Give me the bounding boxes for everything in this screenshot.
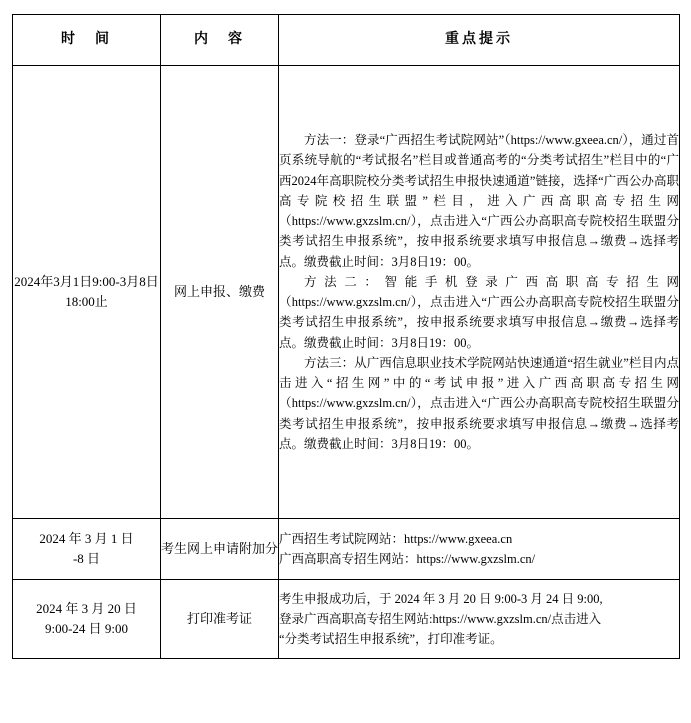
cell-time-print-ticket (13, 580, 161, 659)
table-header-row (13, 15, 680, 66)
cell-time-print-ticket-line1: 2024 年 3 月 20 日 (36, 600, 137, 616)
cell-time-print-ticket-line2: 9:00-24 日 9:00 (44, 621, 129, 636)
notes-line-gxzslm-site: 广西高职高专招生网站：https://www.gxzslm.cn/ (279, 552, 536, 566)
table-body (13, 66, 680, 659)
cell-time-apply: 2024年3月1日9:00-3月8日18:00止 (13, 66, 161, 519)
cell-content-apply: 网上申报、缴费 (161, 66, 279, 519)
column-header-time (13, 15, 161, 66)
cell-notes-apply (279, 66, 680, 519)
cell-time-extra-points (13, 519, 161, 580)
notes-paragraph-method-two: 方法二：智能手机登录广西高职高专招生网（https://www.gxzslm.cn/），点击进入“广西公办高职高专院校招生联盟分类考试招生申报系统”，按申报系统要求填写申报信息→缴费→选择考点。缴费截止时间：3月8日19：00。 (279, 274, 679, 350)
table-row (13, 580, 680, 659)
column-header-notes-label: 重点提示 (445, 31, 513, 47)
table-header (13, 15, 680, 66)
column-header-time-label: 时 间 (61, 31, 112, 47)
cell-notes-extra-points (279, 519, 680, 580)
cell-content-extra-points: 考生网上申请附加分 (161, 519, 279, 580)
table-row (13, 519, 680, 580)
notes-paragraph-method-one: 方法一：登录“广西招生考试院网站”（https://www.gxeea.cn/），通过首页系统导航的“考试报名”栏目或普通高考的“分类考试招生”栏目中的“广西2024年高职院校分类考试招生申报快速通道”链接，选择“广西公办高职高专院校招生联盟”栏目，进入广西高职高专招生网（https://www.gxzslm.cn/），点击进入“广西公办高职高专院校招生联盟分类考试招生申报系统”，按申报系统要求填写申报信息→缴费→选择考点。缴费截止时间：3月8日19：00。 (279, 133, 679, 269)
cell-time-extra-points-line2: -8 日 (72, 551, 101, 566)
column-header-content-label: 内 容 (194, 31, 245, 47)
column-header-content (161, 15, 279, 66)
notes-paragraph-method-three: 方法三：从广西信息职业技术学院网站快速通道“招生就业”栏目内点击进入“招生网”中的“考试申报”进入广西高职高专招生网（https://www.gxzslm.cn/），点击进入“广西公办高职高专院校招生联盟分类考试招生申报系统”，按申报系统要求填写申报信息→缴费→选择考点。缴费截止时间：3月8日19：00。 (279, 355, 679, 451)
schedule-table (12, 14, 680, 659)
notes-line-print-1: 考生申报成功后，于 2024 年 3 月 20 日 9:00-3 月 24 日 9:00, (279, 591, 603, 606)
notes-line-print-2: 登录广西高职高专招生网站:https://www.gxzslm.cn/点击进入 (279, 611, 602, 626)
cell-time-extra-points-line1: 2024 年 3 月 1 日 (39, 530, 134, 546)
cell-content-print-ticket: 打印准考证 (161, 580, 279, 659)
notes-line-print-3: “分类考试招生申报系统”，打印准考证。 (279, 632, 503, 647)
table-row (13, 66, 680, 519)
notes-line-gxeea-site: 广西招生考试院网站：https://www.gxeea.cn (279, 531, 513, 546)
cell-notes-print-ticket (279, 580, 680, 659)
column-header-notes (279, 15, 680, 66)
